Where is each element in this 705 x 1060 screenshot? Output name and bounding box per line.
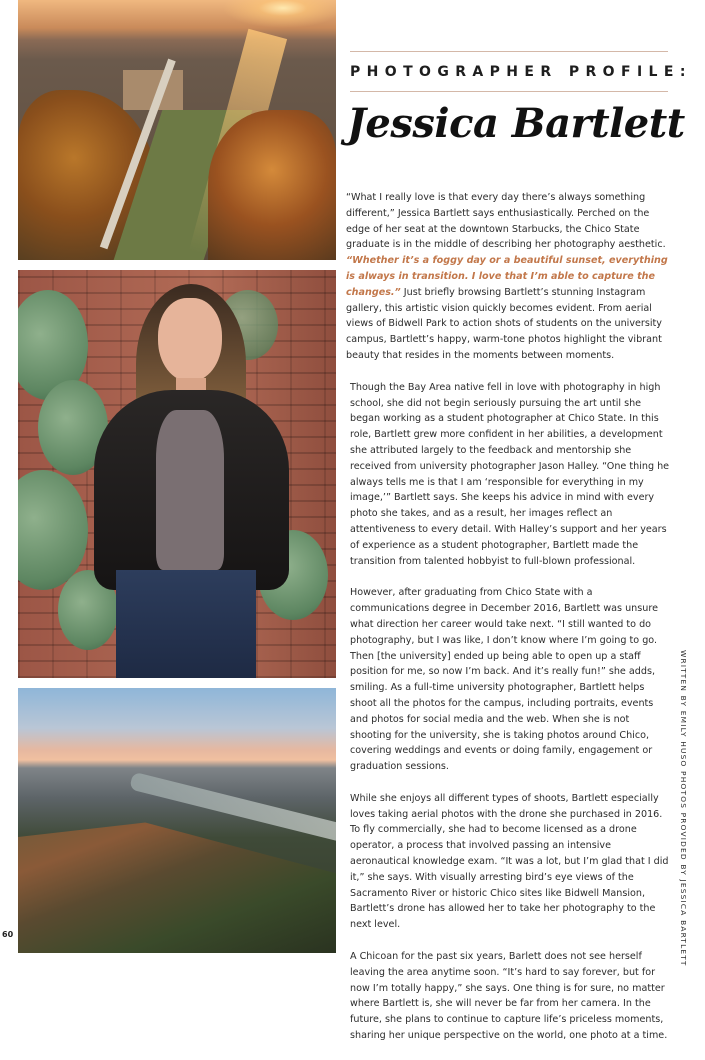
portrait-photo [18,270,336,678]
author-credit: WRITTEN BY EMILY HUSO PHOTOS PROVIDED BY JESSICA BARTLETT [679,650,688,967]
profile-name: Jessica Bartlett [347,100,685,147]
pull-quote: “Whether it’s a foggy day or a beautiful sunset, everything is always in transition. I love that I’m able to capture the changes.” [346,255,668,298]
top-rule [350,51,668,52]
paragraph-5: A Chicoan for the past six years, Barlett does not see herself leaving the area anytime soon. “It’s hard to say forever, but for now I’m totally happy,” she says. One thing is for sure, no matter where Bartlett is, she will never be far from her camera. In the future, she plans to continue to capture life’s priceless moments, sharing her unique perspective on the world, one photo at a time. [350,951,668,1042]
landscape-cliffs-photo [18,688,336,953]
article-body [346,190,672,1060]
paragraph-1 [346,190,672,364]
paragraph-1-rest: Just briefly browsing Bartlett’s stunning Instagram gallery, this artistic vision quickly becomes evident. From aerial views of Bidwell Park to action shots of students on the university campus, Bartlett’s happy, warm-tone photos highlight the vibrant beauty that resides in the moments between moments. [346,286,662,361]
aerial-campus-photo [18,0,336,260]
section-kicker: PHOTOGRAPHER PROFILE: [350,64,692,80]
page-number: 60 [2,930,14,939]
paragraph-1-intro: “What I really love is that every day there’s always something different,” Jessica Bartlett says enthusiastically. Perched on the edge of her seat at the downtown Starbucks, the Chico State graduate is in the middle of describing her photography aesthetic. [346,192,666,251]
paragraph-4: While she enjoys all different types of shoots, Bartlett especially loves taking aerial photos with the drone she purchased in 2016. To fly commercially, she had to become licensed as a drone operator, a process that involved passing an intensive aeronautical knowledge exam. “It was a lot, but I’m glad that I did it,” she says. With visually arresting bird’s eye views of the Sacramento River or historic Chico sites like Bidwell Mansion, Bartlett’s drone has allowed her to take her photography to the next level. [350,792,669,931]
paragraph-3: However, after graduating from Chico State with a communications degree in December 2016, Bartlett was unsure what direction her career would take next. “I still wanted to do photography, but I was like, I don’t know where I’m going to go. Then [the university] ended up being able to open up a staff position for me, so now I’m back. And it’s really fun!” she adds, smiling. As a full-time university photographer, Bartlett helps shoot all the photos for the campus, including portraits, events and photos for social media and the web. When she is not shooting for the university, she is taking photos around Chico, covering weddings and events or doing family, engagement or graduation sessions. [350,587,658,773]
bottom-rule [350,91,668,92]
paragraph-2: Though the Bay Area native fell in love with photography in high school, she did not begin seriously pursuing the art until she began working as a student photographer at Chico State. In this role, Bartlett grew more confident in her abilities, a development she attributed largely to the feedback and mentorship she received from university photographer Jason Halley. “One thing he always tells me is that I am ‘responsible for everything in my image,’” Bartlett says. She keeps his advice in mind with every photo she takes, and as a result, her images reflect an attentiveness to every detail. With Halley’s support and her years of experience as a student photographer, Bartlett made the transition from talented hobbyist to full-blown professional. [350,381,670,567]
